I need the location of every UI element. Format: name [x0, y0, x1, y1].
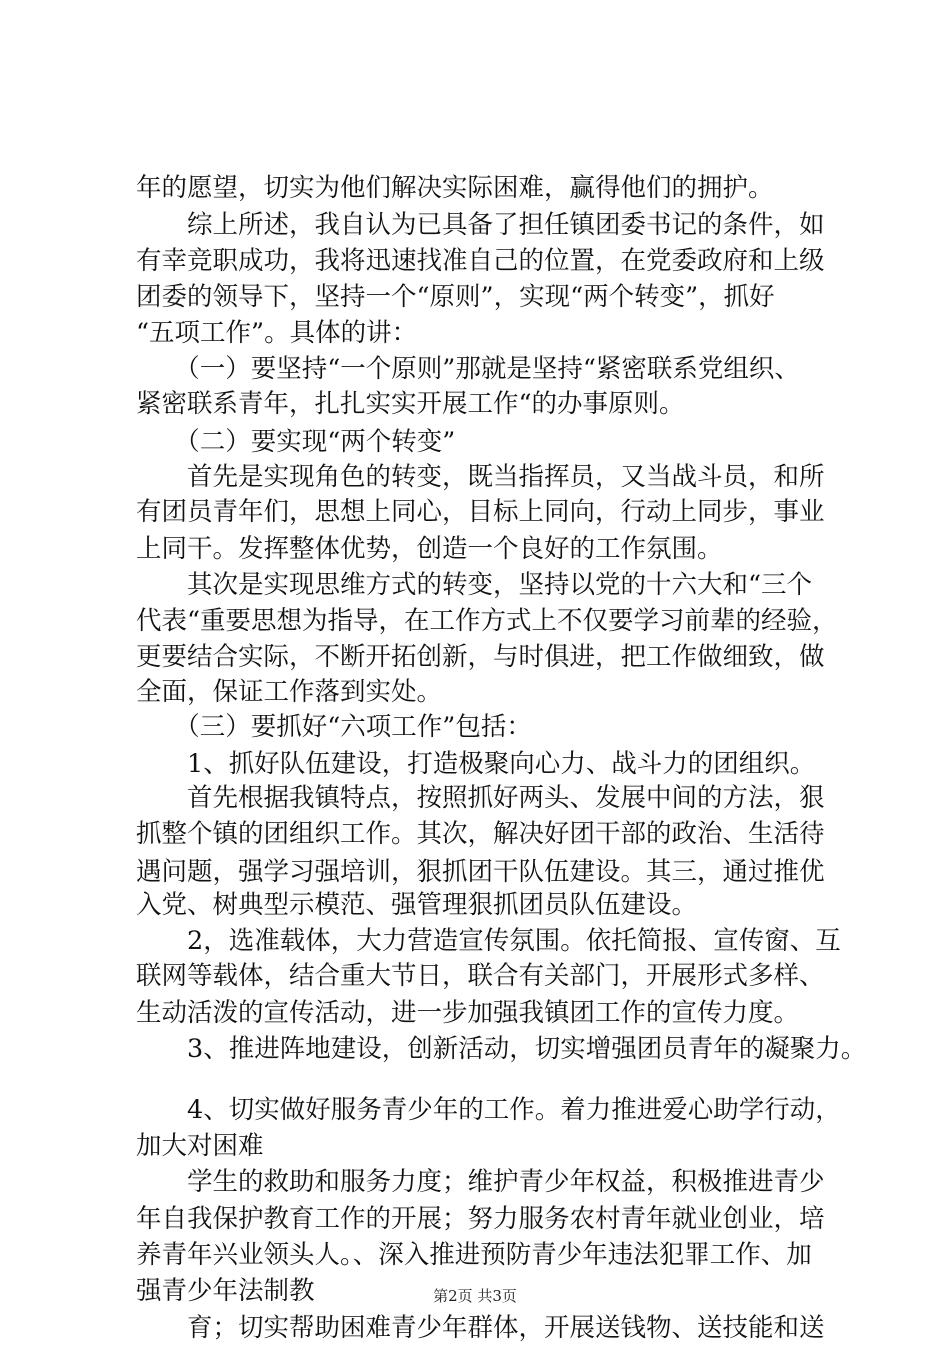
- paragraph-line: 遇问题，强学习强培训，狠抓团干队伍建设。其三，通过推优: [136, 857, 825, 887]
- paragraph-line: 年的愿望，切实为他们解决实际困难，赢得他们的拥护。: [136, 173, 774, 203]
- paragraph-line: 1、抓好队伍建设，打造极聚向心力、战斗力的团组织。: [136, 749, 816, 779]
- paragraph-line: 4、切实做好服务青少年的工作。着力推进爱心助学行动，: [136, 1095, 841, 1125]
- paragraph-line: 3、推进阵地建设，创新活动，切实增强团员青年的凝聚力。: [136, 1034, 867, 1064]
- paragraph-line: 全面，保证工作落到实处。: [136, 677, 443, 707]
- paragraph-line: 首先根据我镇特点，按照抓好两头、发展中间的方法，狠: [136, 783, 825, 813]
- paragraph-line: 上同干。发挥整体优势，创造一个良好的工作氛围。: [136, 534, 723, 564]
- paragraph-line: 代表“重要思想为指导，在工作方式上不仅要学习前辈的经验，: [136, 606, 838, 636]
- paragraph-line: 其次是实现思维方式的转变，坚持以党的十六大和“三个: [136, 570, 813, 600]
- paragraph-line: 联网等载体，结合重大节日，联合有关部门，开展形式多样、: [136, 961, 825, 991]
- paragraph-line: 综上所述，我自认为已具备了担任镇团委书记的条件，如: [136, 210, 825, 240]
- paragraph-line: 年自我保护教育工作的开展；努力服务农村青年就业创业，培: [136, 1204, 825, 1234]
- paragraph-line: 育；切实帮助困难青少年群体，开展送钱物、送技能和送: [136, 1313, 825, 1343]
- paragraph-line: 有团员青年们，思想上同心，目标上同向，行动上同步，事业: [136, 497, 825, 527]
- paragraph-line: “五项工作”。具体的讲：: [136, 318, 418, 348]
- paragraph-line: 团委的领导下，坚持一个“原则”，实现“两个转变”，抓好: [136, 282, 775, 312]
- paragraph-line: 学生的救助和服务力度；维护青少年权益，积极推进青少: [136, 1167, 825, 1197]
- paragraph-line: 入党、树典型示模范、强管理狠抓团员队伍建设。: [136, 890, 698, 920]
- paragraph-line: 强青少年法制教: [136, 1276, 315, 1306]
- paragraph-line: 加大对困难: [136, 1131, 264, 1161]
- paragraph-line: 首先是实现角色的转变，既当指挥员，又当战斗员，和所: [136, 462, 825, 492]
- paragraph-line: （三）要抓好“六项工作”包括：: [136, 712, 532, 742]
- paragraph-line: 生动活泼的宣传活动，进一步加强我镇团工作的宣传力度。: [136, 998, 800, 1028]
- paragraph-line: 更要结合实际，不断开拓创新，与时俱进，把工作做细致，做: [136, 642, 825, 672]
- paragraph-line: 养青年兴业领头人。、深入推进预防青少年违法犯罪工作、加: [136, 1240, 812, 1270]
- paragraph-line: 有幸竞职成功，我将迅速找准自己的位置，在党委政府和上级: [136, 246, 825, 276]
- paragraph-line: 2，选准载体，大力营造宣传氛围。依托简报、宣传窗、互: [136, 926, 841, 956]
- paragraph-line: （二）要实现“两个转变”: [136, 427, 456, 457]
- paragraph-line: 紧密联系青年，扎扎实实开展工作“的办事原则。: [136, 389, 685, 419]
- paragraph-line: 抓整个镇的团组织工作。其次，解决好团干部的政治、生活待: [136, 819, 825, 849]
- paragraph-line: （一）要坚持“一个原则”那就是坚持“紧密联系党组织、: [136, 354, 800, 384]
- page-footer: 第2页 共3页: [433, 1287, 517, 1305]
